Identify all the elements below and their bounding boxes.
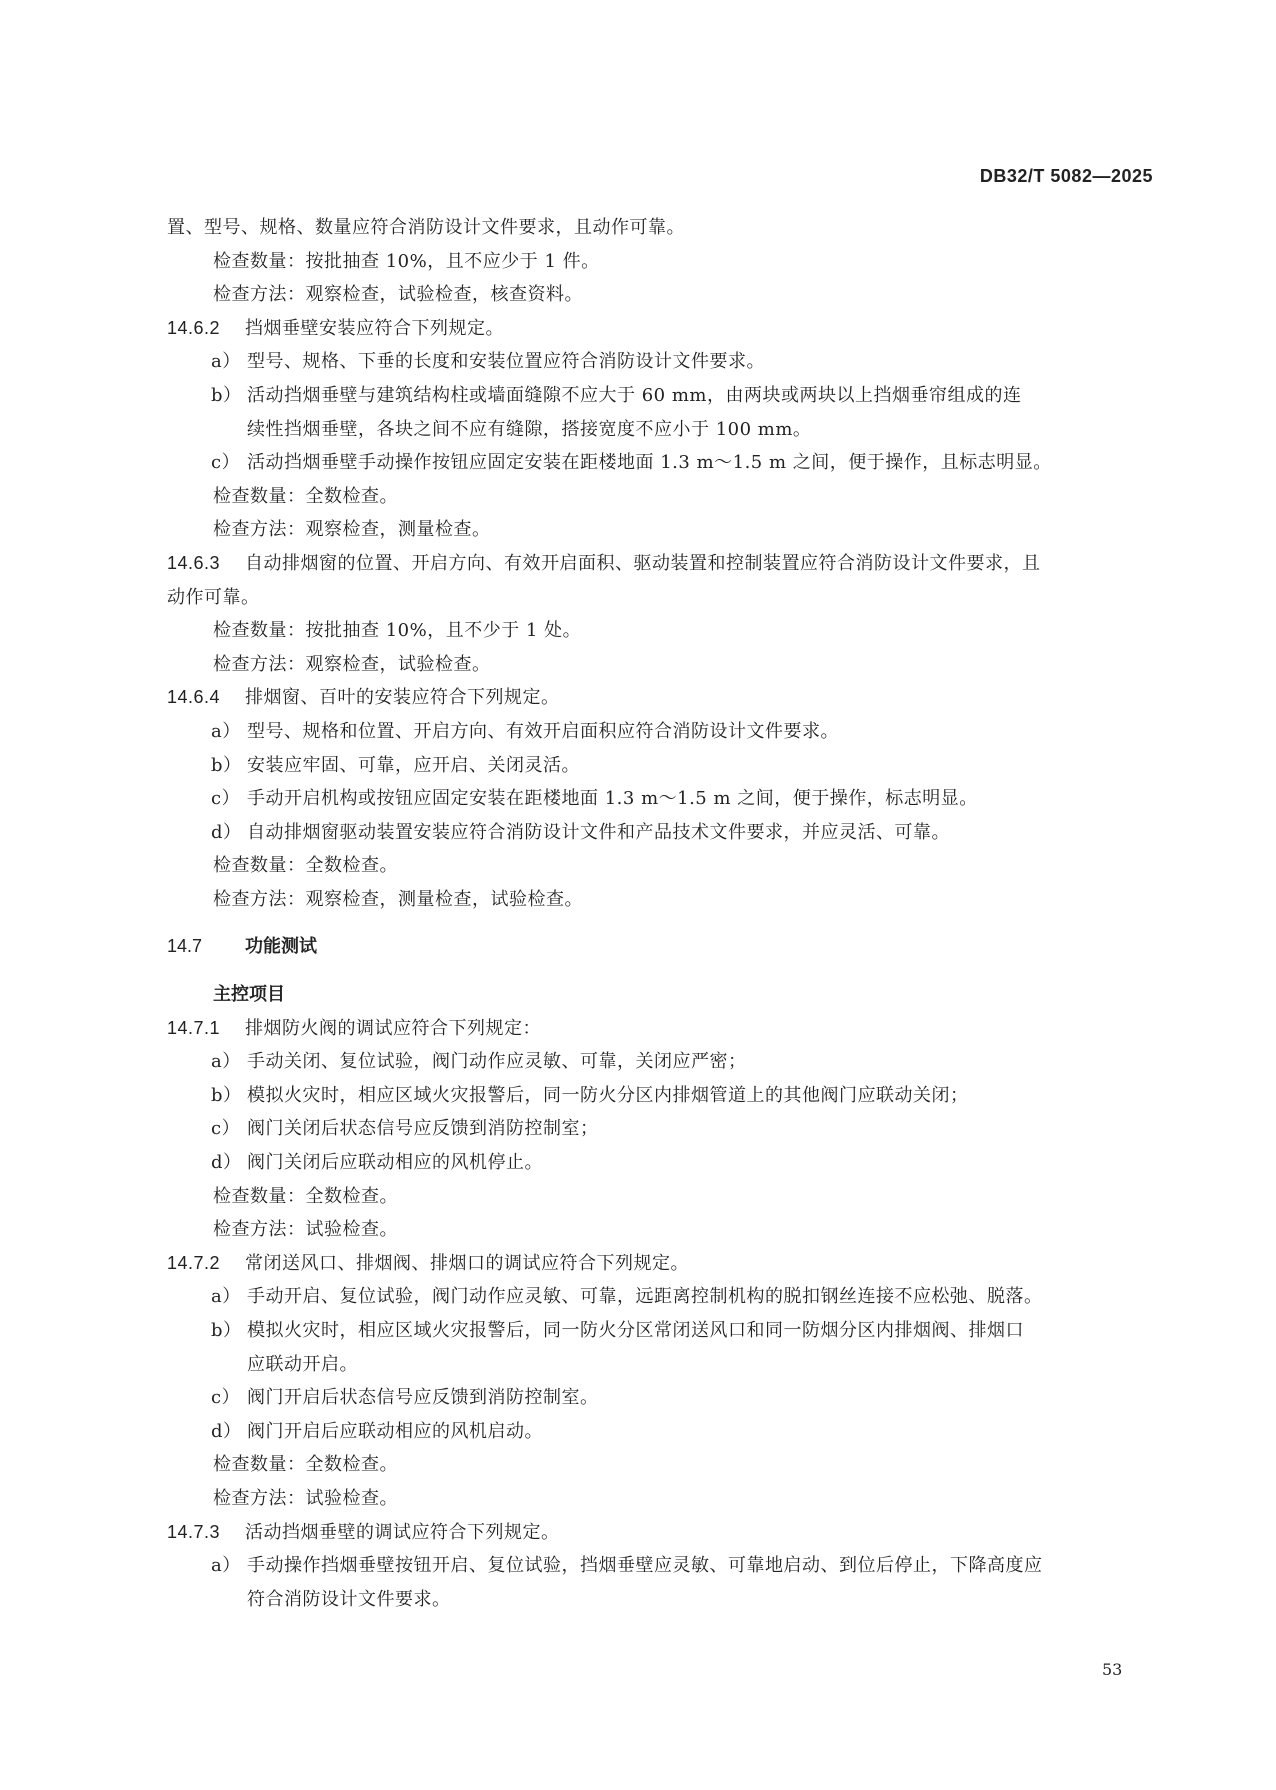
- section-number: 14.7: [167, 936, 203, 957]
- item-text: 模拟火灾时，相应区域火灾报警后，同一防火分区内排烟管道上的其他阀门应联动关闭；: [247, 1084, 969, 1106]
- item-text: 手动操作挡烟垂壁按钮开启、复位试验，挡烟垂壁应灵敏、可靠地启动、到位后停止，下降高度应: [247, 1555, 1043, 1577]
- list-item: [167, 1146, 1153, 1180]
- item-label: a）: [211, 1051, 241, 1073]
- clause-14-7-1: [167, 1012, 1153, 1046]
- item-text-cont: 续性挡烟垂壁，各块之间不应有缝隙，搭接宽度不应小于 100 mm。: [247, 418, 812, 440]
- item-text: 安装应牢固、可靠，应开启、关闭灵活。: [247, 754, 580, 776]
- paragraph-continuation: 置、型号、规格、数量应符合消防设计文件要求，且动作可靠。: [167, 217, 685, 238]
- list-item: [167, 782, 1153, 816]
- clause-text: 排烟防火阀的调试应符合下列规定：: [245, 1017, 541, 1039]
- list-item: [167, 1079, 1153, 1113]
- item-text: 手动开启机构或按钮应固定安装在距楼地面 1.3 m～1.5 m 之间，便于操作，标志明显。: [247, 788, 978, 810]
- clause-number: 14.7.1: [167, 1017, 221, 1038]
- inspection-method: 检查方法：试验检查。: [213, 1487, 398, 1509]
- item-label: d）: [211, 1420, 242, 1442]
- item-label: a）: [211, 351, 241, 373]
- inspection-quantity: 检查数量：全数检查。: [213, 485, 398, 507]
- clause-14-6-2: [167, 312, 1153, 346]
- item-text: 模拟火灾时，相应区域火灾报警后，同一防火分区常闭送风口和同一防烟分区内排烟阀、排烟口: [247, 1320, 1024, 1341]
- item-text: 自动排烟窗驱动装置安装应符合消防设计文件和产品技术文件要求，并应灵活、可靠。: [247, 821, 950, 843]
- clause-14-7-2: [167, 1247, 1153, 1281]
- item-text: 手动关闭、复位试验，阀门动作应灵敏、可靠，关闭应严密；: [247, 1051, 747, 1073]
- clause-14-7-3: [167, 1516, 1153, 1550]
- clause-number: 14.6.2: [167, 317, 221, 338]
- clause-text: 挡烟垂壁安装应符合下列规定。: [245, 317, 504, 339]
- clause-number: 14.6.4: [167, 687, 221, 708]
- item-text: 阀门关闭后状态信号应反馈到消防控制室；: [247, 1118, 599, 1140]
- document-code: DB32/T 5082—2025: [979, 166, 1153, 186]
- inspection-quantity: 检查数量：全数检查。: [213, 1185, 398, 1207]
- list-item: [167, 1549, 1153, 1616]
- list-item: [167, 1415, 1153, 1449]
- item-label: b）: [211, 1084, 242, 1106]
- clause-text-cont: 动作可靠。: [167, 586, 260, 608]
- subheading-main-items: 主控项目: [213, 984, 285, 1005]
- inspection-quantity: 检查数量：全数检查。: [213, 1454, 398, 1476]
- document-body: [167, 211, 1153, 1616]
- clause-text: 自动排烟窗的位置、开启方向、有效开启面积、驱动装置和控制装置应符合消防设计文件要求，且: [245, 552, 1041, 574]
- list-item: [167, 1280, 1153, 1314]
- item-text: 手动开启、复位试验，阀门动作应灵敏、可靠，远距离控制机构的脱扣钢丝连接不应松弛、脱落。: [247, 1286, 1043, 1308]
- list-item: [167, 1112, 1153, 1146]
- item-text: 型号、规格和位置、开启方向、有效开启面积应符合消防设计文件要求。: [247, 720, 839, 742]
- item-text: 活动挡烟垂壁与建筑结构柱或墙面缝隙不应大于 60 mm，由两块或两块以上挡烟垂帘组成的连: [247, 384, 1022, 406]
- section-heading-14-7: [167, 930, 1153, 964]
- item-label: d）: [211, 1152, 242, 1174]
- item-label: c）: [211, 1387, 241, 1409]
- item-text-cont: 应联动开启。: [247, 1353, 358, 1375]
- clause-text: 排烟窗、百叶的安装应符合下列规定。: [245, 687, 560, 709]
- item-text-cont: 符合消防设计文件要求。: [247, 1588, 451, 1610]
- list-item: [167, 1314, 1153, 1381]
- item-label: d）: [211, 821, 242, 843]
- item-text: 活动挡烟垂壁手动操作按钮应固定安装在距楼地面 1.3 m～1.5 m 之间，便于操作，且标志明显。: [247, 452, 1052, 474]
- item-label: c）: [211, 1118, 241, 1140]
- item-label: a）: [211, 1555, 241, 1577]
- list-item: [167, 1045, 1153, 1079]
- clause-text: 常闭送风口、排烟阀、排烟口的调试应符合下列规定。: [245, 1252, 689, 1274]
- clause-14-6-3: [167, 547, 1153, 581]
- clause-number: 14.7.3: [167, 1521, 221, 1542]
- list-item: [167, 446, 1153, 480]
- inspection-quantity: 检查数量：按批抽查 10%，且不应少于 1 件。: [213, 250, 600, 272]
- list-item: [167, 345, 1153, 379]
- item-text: 阀门开启后应联动相应的风机启动。: [247, 1420, 543, 1442]
- item-text: 型号、规格、下垂的长度和安装位置应符合消防设计文件要求。: [247, 351, 765, 373]
- list-item: [167, 1381, 1153, 1415]
- item-label: b）: [211, 754, 242, 776]
- clause-14-6-4: [167, 681, 1153, 715]
- item-text: 阀门关闭后应联动相应的风机停止。: [247, 1152, 543, 1174]
- clause-text: 活动挡烟垂壁的调试应符合下列规定。: [245, 1521, 560, 1543]
- inspection-quantity: 检查数量：按批抽查 10%，且不少于 1 处。: [213, 620, 582, 642]
- clause-number: 14.6.3: [167, 552, 221, 573]
- item-label: b）: [211, 384, 242, 406]
- list-item: [167, 816, 1153, 850]
- item-label: a）: [211, 720, 241, 742]
- inspection-method: 检查方法：观察检查，测量检查。: [213, 519, 491, 541]
- section-title: 功能测试: [245, 936, 317, 957]
- inspection-method: 检查方法：观察检查，试验检查。: [213, 653, 491, 675]
- inspection-method: 检查方法：试验检查。: [213, 1219, 398, 1241]
- list-item: [167, 749, 1153, 783]
- item-label: c）: [211, 788, 241, 810]
- clause-number: 14.7.2: [167, 1252, 221, 1273]
- page-number: 53: [1102, 1660, 1123, 1679]
- inspection-quantity: 检查数量：全数检查。: [213, 855, 398, 877]
- item-text: 阀门开启后状态信号应反馈到消防控制室。: [247, 1387, 599, 1409]
- inspection-method: 检查方法：观察检查，试验检查，核查资料。: [213, 284, 583, 306]
- item-label: b）: [211, 1320, 242, 1341]
- inspection-method: 检查方法：观察检查，测量检查，试验检查。: [213, 888, 583, 910]
- list-item: [167, 715, 1153, 749]
- list-item: [167, 379, 1153, 446]
- item-label: c）: [211, 452, 241, 474]
- item-label: a）: [211, 1286, 241, 1308]
